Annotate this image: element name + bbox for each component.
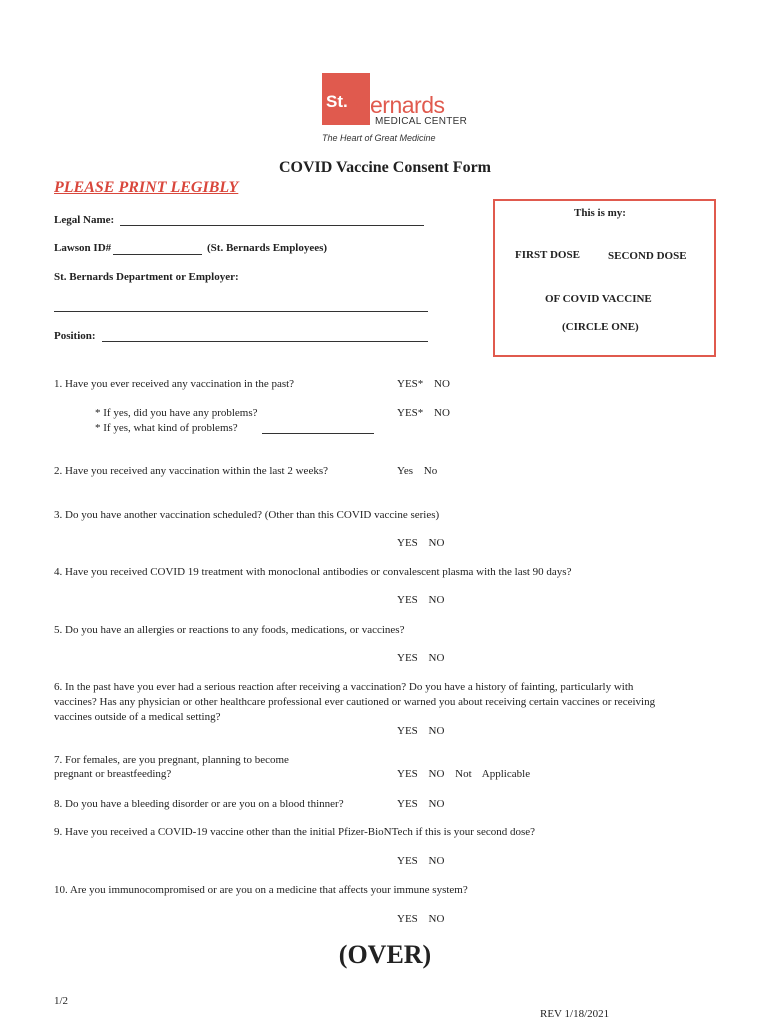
- revision-label: REV 1/18/2021: [540, 1008, 610, 1020]
- second-dose-option[interactable]: SECOND DOSE: [608, 250, 687, 262]
- department-field[interactable]: [54, 311, 428, 312]
- form-title: COVID Vaccine Consent Form: [279, 159, 491, 176]
- circle-one-label: (CIRCLE ONE): [562, 321, 639, 333]
- lawson-id-label: Lawson ID#: [54, 242, 112, 254]
- question-1a: * If yes, did you have any problems?: [95, 407, 258, 419]
- question-4: 4. Have you received COVID 19 treatment with monoclonal antibodies or convalescent plasma with the last 90 days?: [54, 566, 572, 578]
- question-5-answer[interactable]: YES NO: [397, 652, 445, 664]
- question-7-answer[interactable]: YES NO Not Applicable: [397, 768, 531, 780]
- lawson-id-note: (St. Bernards Employees): [207, 242, 328, 254]
- page-number: 1/2: [54, 995, 69, 1007]
- question-6-line-2: vaccines? Has any physician or other healthcare professional ever cautioned or warned you about receiving certain vaccines or receiving: [54, 696, 656, 708]
- question-7-line-1: 7. For females, are you pregnant, planning to become: [54, 754, 289, 766]
- position-label: Position:: [54, 330, 96, 342]
- question-5: 5. Do you have an allergies or reactions to any foods, medications, or vaccines?: [54, 624, 405, 636]
- question-4-answer[interactable]: YES NO: [397, 594, 445, 606]
- over-label: (OVER): [338, 940, 432, 969]
- problems-field[interactable]: [262, 433, 374, 434]
- logo-st-text: St.: [326, 92, 348, 111]
- logo-subtitle: MEDICAL CENTER: [375, 116, 468, 127]
- position-field[interactable]: [102, 341, 428, 342]
- question-8-answer[interactable]: YES NO: [397, 798, 445, 810]
- print-legibly-notice: PLEASE PRINT LEGIBLY: [54, 179, 239, 196]
- question-3: 3. Do you have another vaccination scheduled? (Other than this COVID vaccine series): [54, 509, 440, 521]
- question-6-line-3: vaccines outside of a medical setting?: [54, 711, 221, 723]
- of-covid-vaccine-label: OF COVID VACCINE: [545, 293, 652, 305]
- question-10: 10. Are you immunocompromised or are you on a medicine that affects your immune system?: [54, 884, 468, 896]
- question-1: 1. Have you ever received any vaccination in the past?: [54, 378, 295, 390]
- question-6-line-1: 6. In the past have you ever had a serious reaction after receiving a vaccination? Do you have a history of fainting, particularly with: [54, 681, 634, 693]
- question-2: 2. Have you received any vaccination within the last 2 weeks?: [54, 465, 328, 477]
- question-1b: * If yes, what kind of problems?: [95, 422, 238, 434]
- logo-tagline: The Heart of Great Medicine: [322, 133, 436, 143]
- legal-name-label: Legal Name:: [54, 214, 115, 226]
- question-2-answer[interactable]: Yes No: [397, 465, 438, 477]
- dose-selection-box: [493, 199, 716, 357]
- question-1a-answer[interactable]: YES* NO: [397, 407, 450, 419]
- logo-name: ernards: [370, 92, 445, 118]
- question-6-answer[interactable]: YES NO: [397, 725, 445, 737]
- department-label: St. Bernards Department or Employer:: [54, 271, 239, 283]
- question-9: 9. Have you received a COVID-19 vaccine other than the initial Pfizer-BioNTech if this is your second dose?: [54, 826, 536, 838]
- lawson-id-field[interactable]: [113, 254, 202, 255]
- heart-icon: [352, 94, 370, 112]
- first-dose-option[interactable]: FIRST DOSE: [515, 249, 580, 261]
- question-1-answer[interactable]: YES* NO: [397, 378, 450, 390]
- legal-name-field[interactable]: [120, 225, 424, 226]
- question-7-line-2: pregnant or breastfeeding?: [54, 768, 172, 780]
- question-10-answer[interactable]: YES NO: [397, 913, 445, 925]
- question-3-answer[interactable]: YES NO: [397, 537, 445, 549]
- this-is-my-label: This is my:: [574, 207, 626, 219]
- question-9-answer[interactable]: YES NO: [397, 855, 445, 867]
- question-8: 8. Do you have a bleeding disorder or are you on a blood thinner?: [54, 798, 344, 810]
